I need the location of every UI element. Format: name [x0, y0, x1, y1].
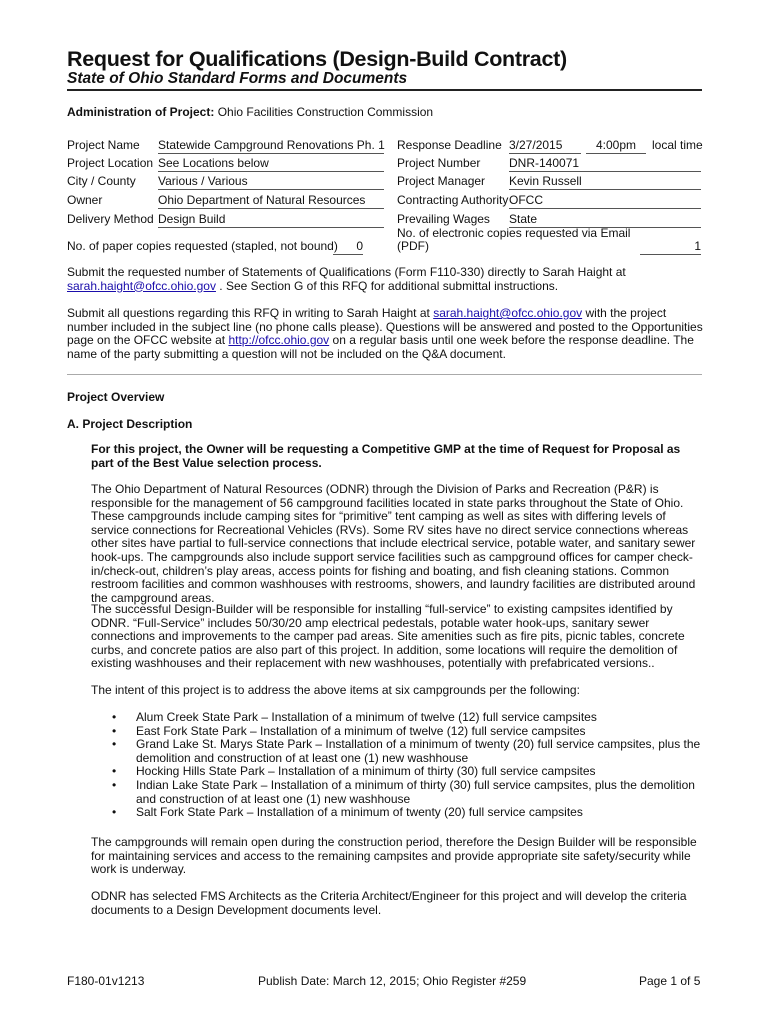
- overview-paragraph-1: The Ohio Department of Natural Resources (ODNR) through the Division of Parks and Recreation (P&R) is responsible for the management of 56 campground facilities located in state parks throughout the State of Ohio. These campgrounds include camping sites for “primitive” tent camping as well as sites with differing levels of service connections for Recreational Vehicles (RVs). Some RV sites have no direct service connections whereas other sites have partial to full-service connections that include electrical service, potable water, and sanitary sewer hook-ups. The campgrounds also include support service facilities such as campground offices for camper check-in/check-out, children’s play areas, access points for fishing and boating, and fish cleaning stations. Common restroom facilities and common washhouses with restrooms, showers, and laundry facilities are distributed around the campground areas.: [91, 482, 696, 605]
- list-item: • Alum Creek State Park – Installation of a minimum of twelve (12) full service campsites: [112, 710, 597, 724]
- bullet-icon: •: [112, 777, 117, 792]
- submission-paragraph: Submit the requested number of Statements of Qualifications (Form F110-330) directly to Sarah Haight at sarah.haight@ofcc.ohio.gov . See Section G of this RFQ for additional submittal instructions.: [67, 265, 626, 293]
- list-item: • Indian Lake State Park – Installation of a minimum of thirty (30) full service campsites, plus the demolition and construction of at least one (1) new washhouse: [112, 777, 695, 806]
- administration-line: [67, 105, 433, 119]
- electronic-copies-value: 1: [640, 239, 701, 255]
- overview-paragraph-4: The campgrounds will remain open during the construction period, therefore the Design Builder will be responsible for maintaining services and access to the remaining campsites and provide appropriate site safety/security while work is underway.: [91, 835, 697, 877]
- overview-paragraph-5: ODNR has selected FMS Architects as the Criteria Architect/Engineer for this project and will develop the criteria documents to a Design Development documents level.: [91, 889, 687, 917]
- overview-paragraph-2: The successful Design-Builder will be responsible for installing “full-service” to existing campsites identified by ODNR. “Full-Service” includes 50/30/20 amp electrical pedestals, potable water hook-ups, sanitary sewer connections and improvements to the camper pad areas. Site amenities such as fire pits, picnic tables, concrete curbs, and concrete patios are also part of this project. In addition, some locations will require the demolition of existing washhouses and their replacement with new washhouses, potentially with prefabricated versions..: [91, 602, 685, 671]
- bullet-icon: •: [112, 737, 117, 752]
- project-manager-value: Kevin Russell: [509, 174, 701, 190]
- project-number-value: DNR-140071: [509, 156, 701, 172]
- questions-paragraph: Submit all questions regarding this RFQ in writing to Sarah Haight at sarah.haight@ofcc.ohio.gov with the project number included in the subject line (no phone calls please). Questions will be answered and posted to the Opportunities page on the OFCC website at http://ofcc.ohio.gov on a regular basis until one week before the response deadline. The name of the party submitting a question will not be included on the Q&A document.: [67, 306, 703, 361]
- section-a-heading: A. Project Description: [67, 417, 193, 431]
- list-item: • East Fork State Park – Installation of a minimum of twelve (12) full service campsites: [112, 723, 586, 738]
- email-link[interactable]: sarah.haight@ofcc.ohio.gov: [67, 278, 216, 293]
- electronic-copies-label-line2: (PDF): [397, 239, 429, 253]
- project-manager-label: Project Manager: [397, 174, 486, 188]
- delivery-method-label: Delivery Method: [67, 212, 154, 226]
- bullet-icon: •: [112, 710, 117, 724]
- footer-publish-date: Publish Date: March 12, 2015; Ohio Register #259: [258, 974, 527, 988]
- paper-copies-value: 0: [333, 239, 363, 255]
- section-divider: [67, 374, 702, 375]
- delivery-method-value: Design Build: [158, 212, 384, 228]
- list-item: • Salt Fork State Park – Installation of a minimum of twenty (20) full service campsites: [112, 805, 583, 820]
- document-subtitle: State of Ohio Standard Forms and Documents: [67, 70, 408, 87]
- email-link[interactable]: sarah.haight@ofcc.ohio.gov: [433, 306, 583, 320]
- project-number-label: Project Number: [397, 156, 481, 170]
- prevailing-wages-label: Prevailing Wages: [397, 212, 490, 226]
- city-county-label: City / County: [67, 174, 136, 188]
- gmp-statement: For this project, the Owner will be requesting a Competitive GMP at the time of Request for Proposal as part of the Best Value selection process.: [91, 442, 681, 470]
- list-item: • Hocking Hills State Park – Installation of a minimum of thirty (30) full service campsites: [112, 764, 596, 779]
- project-name-value: Statewide Campground Renovations Ph. 1: [158, 138, 385, 152]
- owner-value: Ohio Department of Natural Resources: [158, 193, 384, 209]
- admin-label: Administration of Project:: [67, 105, 215, 119]
- electronic-copies-label-line1: No. of electronic copies requested via Email: [397, 226, 631, 240]
- project-location-label: Project Location: [67, 156, 154, 170]
- bullet-icon: •: [112, 764, 117, 779]
- response-deadline-label: Response Deadline: [397, 138, 502, 152]
- response-timezone: local time: [652, 138, 703, 152]
- response-time-value: 4:00pm: [586, 138, 646, 154]
- city-county-value: Various / Various: [158, 174, 384, 190]
- bullet-icon: •: [112, 805, 117, 820]
- footer-page-number: Page 1 of 5: [639, 974, 701, 988]
- project-name-label: Project Name: [67, 138, 140, 152]
- contracting-authority-label: Contracting Authority: [397, 193, 509, 207]
- list-item: • Grand Lake St. Marys State Park – Installation of a minimum of twenty (20) full service campsites, plus the demolition and construction of at least one (1) new washhouse: [112, 737, 701, 765]
- footer-form-id: F180-01v1213: [67, 974, 145, 988]
- project-location-value: See Locations below: [158, 156, 384, 172]
- prevailing-wages-value: State: [509, 212, 701, 228]
- owner-label: Owner: [67, 193, 103, 207]
- project-overview-heading: Project Overview: [67, 390, 165, 404]
- overview-paragraph-3: The intent of this project is to address the above items at six campgrounds per the following:: [91, 683, 580, 697]
- bullet-icon: •: [112, 723, 117, 738]
- admin-value: Ohio Facilities Construction Commission: [217, 105, 434, 119]
- website-link[interactable]: http://ofcc.ohio.gov: [228, 333, 330, 348]
- campground-list: [112, 711, 707, 820]
- title-divider: [67, 89, 702, 91]
- contracting-authority-value: OFCC: [509, 193, 701, 209]
- document-title: Request for Qualifications (Design-Build Contract): [67, 47, 567, 71]
- response-date-value: 3/27/2015: [509, 138, 581, 154]
- paper-copies-label: No. of paper copies requested (stapled, not bound): [67, 239, 338, 253]
